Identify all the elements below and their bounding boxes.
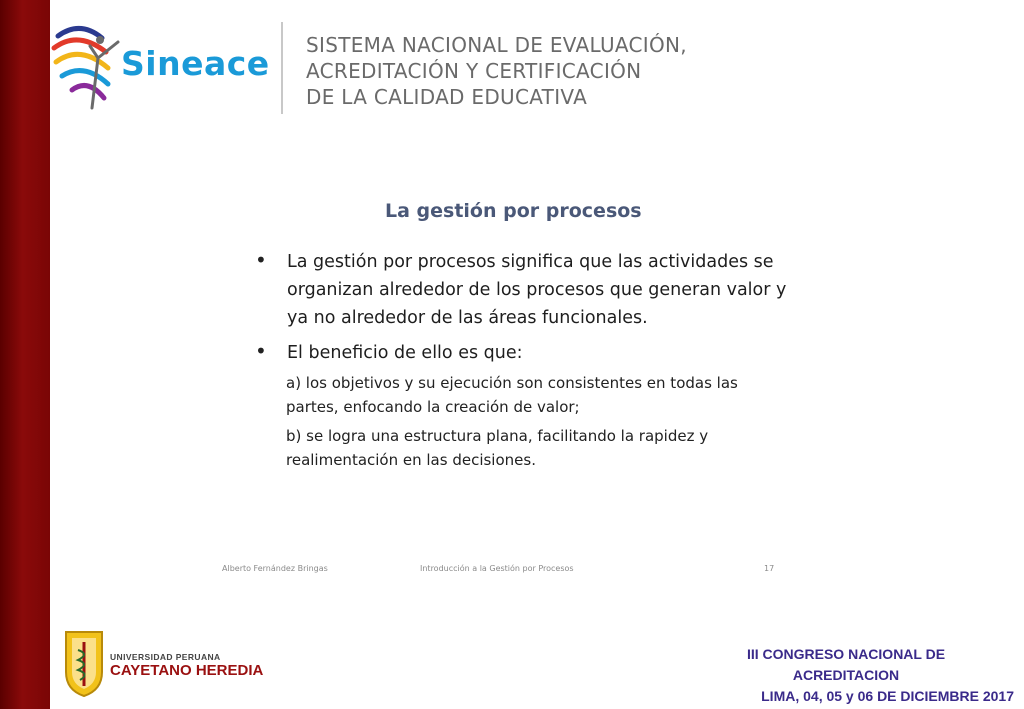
congreso-info bbox=[686, 644, 1014, 707]
congreso-line: ACREDITACION bbox=[792, 667, 900, 683]
university-name-line1: UNIVERSIDAD PERUANA bbox=[110, 652, 221, 662]
slide-title: La gestión por procesos bbox=[385, 200, 642, 222]
congreso-line: III CONGRESO NACIONAL DE bbox=[746, 646, 946, 662]
congreso-date-line: LIMA, 04, 05 y 06 DE DICIEMBRE 2017 bbox=[761, 688, 1014, 704]
organization-name bbox=[306, 32, 687, 110]
slide-page-number: 17 bbox=[764, 564, 775, 573]
organization-name-line: ACREDITACIÓN Y CERTIFICACIÓN bbox=[306, 59, 642, 83]
cayetano-heredia-crest-icon bbox=[62, 628, 106, 698]
sub-point: a) los objetivos y su ejecución son consistentes en todas las partes, enfocando la creación de valor; bbox=[286, 374, 738, 416]
bullet-text: El beneficio de ello es que: bbox=[287, 343, 523, 363]
university-name-line2: CAYETANO HEREDIA bbox=[110, 662, 264, 679]
bullet-dot-icon: • bbox=[255, 339, 267, 363]
sub-point: b) se logra una estructura plana, facilitando la rapidez y realimentación en las decisiones. bbox=[286, 427, 709, 469]
sineace-wordmark: Sineace bbox=[121, 44, 270, 83]
organization-name-line: SISTEMA NACIONAL DE EVALUACIÓN, bbox=[306, 33, 687, 57]
organization-name-line: DE LA CALIDAD EDUCATIVA bbox=[306, 85, 588, 109]
bullet-dot-icon: • bbox=[255, 248, 267, 272]
slide-footer-author: Alberto Fernández Bringas bbox=[222, 564, 328, 573]
header-divider bbox=[281, 22, 283, 114]
bullet-text: La gestión por procesos significa que las actividades se organizan alrededor de los procesos que generan valor y ya no alrededor de las áreas funcionales. bbox=[287, 252, 787, 328]
left-maroon-bar bbox=[0, 0, 50, 709]
slide-footer-course: Introducción a la Gestión por Procesos bbox=[420, 564, 574, 573]
